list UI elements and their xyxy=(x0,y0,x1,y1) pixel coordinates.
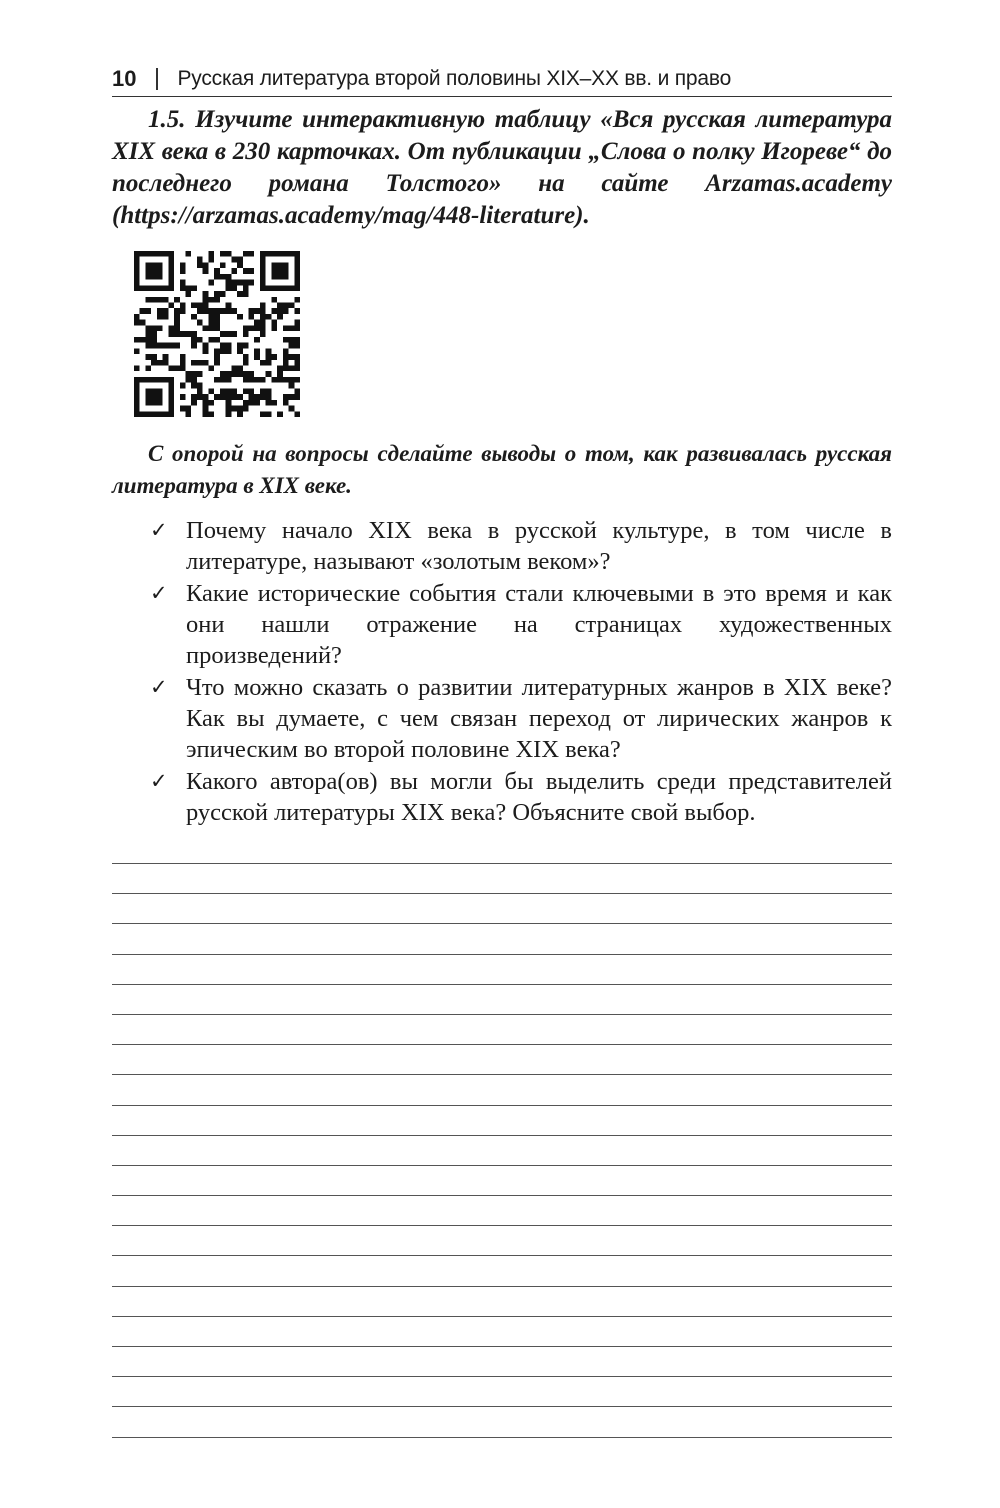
checkmark-icon: ✓ xyxy=(150,769,168,793)
answer-line[interactable] xyxy=(112,863,892,864)
conclusion-prompt: С опорой на вопросы сделайте выводы о том, как развивалась русская литература в XIX веке. xyxy=(112,441,892,498)
running-header xyxy=(112,62,892,97)
checkmark-icon: ✓ xyxy=(150,518,168,542)
answer-line[interactable] xyxy=(112,1376,892,1377)
question-item xyxy=(112,672,892,765)
answer-line[interactable] xyxy=(112,1044,892,1045)
question-text: Почему начало XIX века в русской культуре, в том числе в литературе, называют «золотым веком»? xyxy=(186,517,892,575)
answer-line[interactable] xyxy=(112,1014,892,1015)
answer-line[interactable] xyxy=(112,1074,892,1075)
answer-line[interactable] xyxy=(112,1437,892,1438)
question-item xyxy=(112,766,892,828)
answer-line[interactable] xyxy=(112,1255,892,1256)
question-list xyxy=(112,515,892,829)
answer-line[interactable] xyxy=(112,923,892,924)
question-item xyxy=(112,578,892,671)
checkmark-icon: ✓ xyxy=(150,581,168,605)
answer-line[interactable] xyxy=(112,1105,892,1106)
answer-line[interactable] xyxy=(112,1346,892,1347)
answer-line[interactable] xyxy=(112,893,892,894)
task-number: 1.5. xyxy=(148,106,186,133)
running-title: Русская литература второй половины XIX–XX вв. и право xyxy=(177,67,732,90)
question-text: Что можно сказать о развитии литературных жанров в XIX веке? Как вы думаете, с чем связан переход от лирических жанров к эпическим во второй половине XIX века? xyxy=(186,674,892,763)
qr-code-icon[interactable] xyxy=(134,251,300,417)
header-separator xyxy=(156,68,158,90)
answer-line[interactable] xyxy=(112,1195,892,1196)
question-text: Какого автора(ов) вы могли бы выделить среди представителей русской литературы XIX века? Объясните свой выбор. xyxy=(186,768,892,826)
task-text: Изучите интерактивную таблицу «Вся русская литература XIX века в 230 карточках. От публикации „Слова о полку Игореве“ до последнего романа Толстого» на сайте Arzamas.academy (https://arzamas.academy/mag/448-literature). xyxy=(112,106,892,229)
answer-line[interactable] xyxy=(112,1286,892,1287)
answer-line[interactable] xyxy=(112,1316,892,1317)
checkmark-icon: ✓ xyxy=(150,675,168,699)
question-text: Какие исторические события стали ключевыми в это время и как они нашли отражение на страницах художественных произведений? xyxy=(186,580,892,669)
answer-line[interactable] xyxy=(112,954,892,955)
answer-lines xyxy=(112,863,892,1467)
answer-line[interactable] xyxy=(112,1135,892,1136)
answer-line[interactable] xyxy=(112,984,892,985)
task-statement xyxy=(112,104,892,232)
page-number: 10 xyxy=(112,66,137,91)
answer-line[interactable] xyxy=(112,1225,892,1226)
answer-line[interactable] xyxy=(112,1165,892,1166)
answer-line[interactable] xyxy=(112,1406,892,1407)
question-item xyxy=(112,515,892,577)
